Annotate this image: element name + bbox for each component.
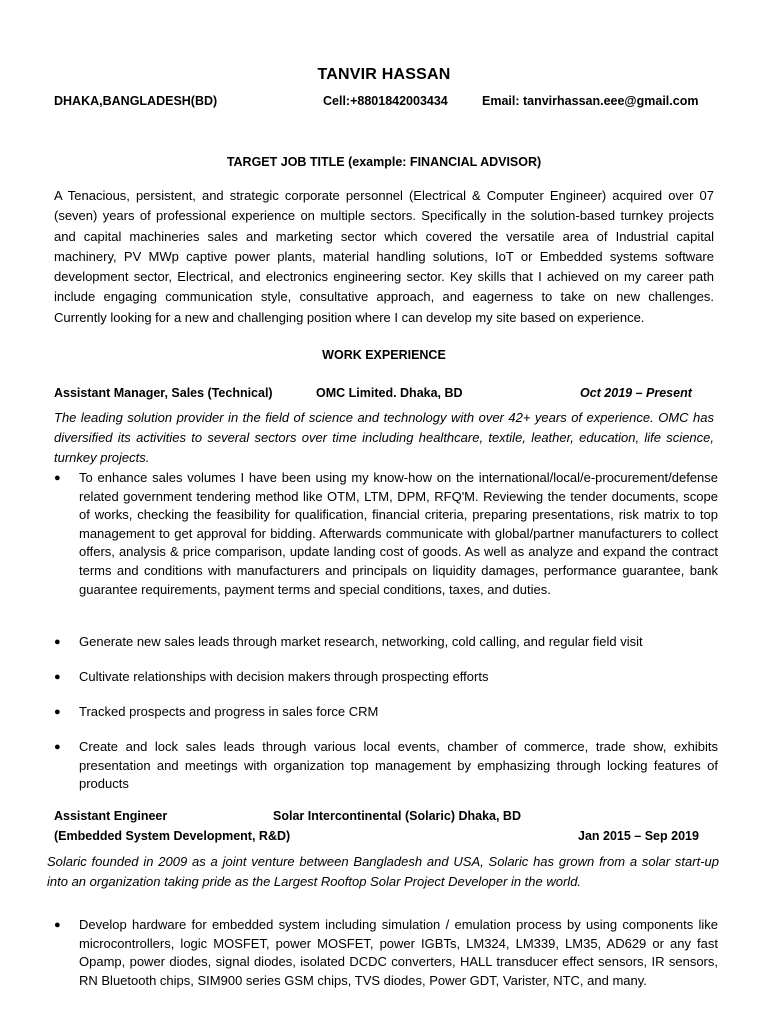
responsibility-text: To enhance sales volumes I have been using my know-how on the international/local/e-procurement/defense related government tendering method like OTM, LTM, DPM, RFQ'M. Reviewing the tender documents, scope of works, checking the feasibility for qualification, financial criteria, preparing presentations, risk matrix to top management to get approval for bidding. Afterwards communicate with global/partner manufacturers to collect offers, analysis & price comparison, update landing cost of goods. As well as analyze and expand the contract terms and conditions with manufacturers and principals on liquidity damages, performance guarantee, bank guarantee requirements, payment terms and special conditions, taxes, and duties.: [79, 470, 718, 597]
responsibility-text: Create and lock sales leads through various local events, chamber of commerce, trade show, exhibits presentation and meetings with organization top management by emphasizing through locking features of products: [79, 739, 718, 792]
job-dates: Jan 2015 – Sep 2019: [578, 829, 699, 843]
professional-summary: A Tenacious, persistent, and strategic corporate personnel (Electrical & Computer Engineer) acquired over 07 (seven) years of professional experience on multiple sectors. Specifically in the solution-based turnkey projects and capital machineries sales and marketing sector which covered the versatile area of Industrial capital machinery, PV MWp captive power plants, material handling solutions, IoT or Embedded systems software development sector, Electrical, and electronics engineering sector. Key skills that I achieved on my career path include engaging communication style, consultative approach, and eagerness to take on new challenges. Currently looking for a new and challenging position where I can develop my site based on experience.: [54, 188, 714, 325]
bullet-icon: ●: [54, 671, 61, 683]
job-company: OMC Limited. Dhaka, BD: [316, 386, 463, 400]
responsibility-item: [54, 633, 718, 652]
job-title: Assistant Engineer: [54, 809, 168, 823]
job-company: Solar Intercontinental (Solaric) Dhaka, BD: [273, 809, 521, 823]
location: DHAKA,BANGLADESH(BD): [54, 94, 218, 108]
responsibility-text: Cultivate relationships with decision makers through prospecting efforts: [79, 669, 489, 684]
responsibility-item: [54, 738, 718, 794]
bullet-icon: ●: [54, 636, 61, 648]
company-description: Solaric founded in 2009 as a joint venture between Bangladesh and USA, Solaric has grown from a solar start-up into an organization taking pride as the Largest Rooftop Solar Project Developer in the world.: [47, 854, 719, 889]
responsibility-item: [54, 703, 718, 722]
responsibility-item: [54, 469, 718, 599]
responsibility-text: Generate new sales leads through market research, networking, cold calling, and regular field visit: [79, 634, 643, 649]
responsibility-item: [54, 916, 718, 990]
bullet-icon: ●: [54, 919, 61, 931]
email-address: Email: tanvirhassan.eee@gmail.com: [482, 94, 699, 108]
company-description: The leading solution provider in the field of science and technology with over 42+ years of experience. OMC has diversified its activities to several sectors over time including healthcare, textile, leather, education, life science, turnkey projects.: [54, 410, 714, 465]
phone-number: Cell:+8801842003434: [323, 94, 448, 108]
responsibility-text: Develop hardware for embedded system including simulation / emulation process by using components like microcontrollers, logic MOSFET, power MOSFET, power IGBTs, LM324, LM339, LM35, AD629 or any fast Opamp, power diodes, signal diodes, isolated DCDC converters, HALL transducer effect sensors, IR sensors, RN Bluetooth chips, SIM900 series GSM chips, TVS diodes, Power GDT, Varister, NTC, and many.: [79, 917, 718, 988]
responsibility-item: [54, 668, 718, 687]
candidate-name: TANVIR HASSAN: [317, 66, 451, 83]
job-title: Assistant Manager, Sales (Technical): [54, 386, 273, 400]
bullet-icon: ●: [54, 706, 61, 718]
work-experience-heading: WORK EXPERIENCE: [322, 348, 446, 362]
job-dates: Oct 2019 – Present: [580, 386, 692, 400]
bullet-icon: ●: [54, 741, 61, 753]
target-job-title: TARGET JOB TITLE (example: FINANCIAL ADVISOR): [226, 155, 542, 169]
bullet-icon: ●: [54, 472, 61, 484]
responsibility-text: Tracked prospects and progress in sales force CRM: [79, 704, 379, 719]
job-subtitle: (Embedded System Development, R&D): [54, 829, 291, 843]
